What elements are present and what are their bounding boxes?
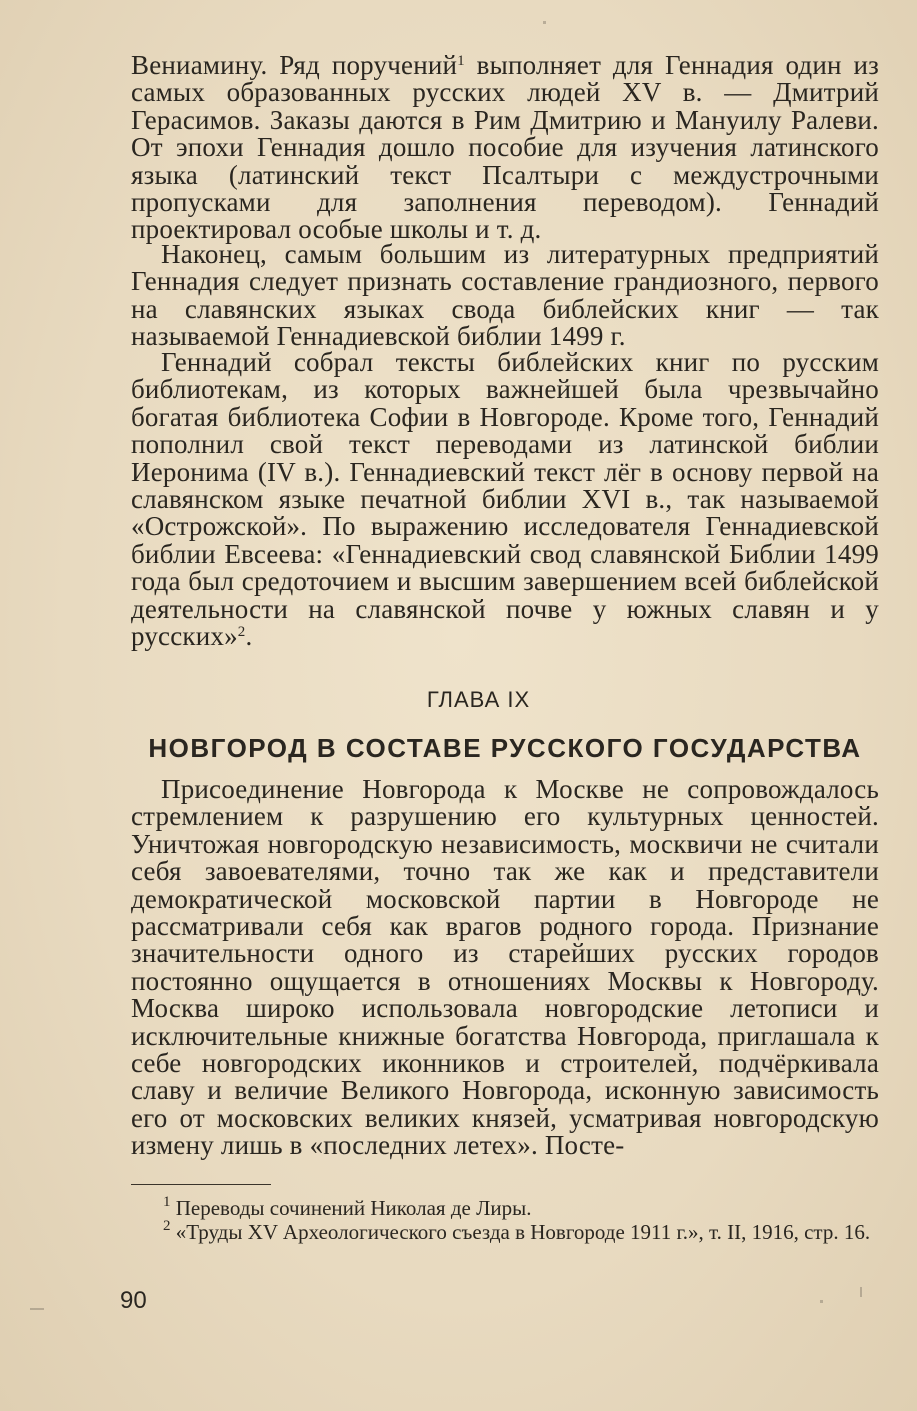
- paper-speck: [820, 1300, 823, 1303]
- footnote-text: «Труды XV Археологического съезда в Новгороде 1911 г.», т. II, 1916, стр. 16.: [170, 1220, 871, 1244]
- paragraph-text: выполняет для Геннадия один из самых образованных русских людей XV в. — Дмитрий Герасимов. Заказы даются в Рим Дмитрию и Мануилу Ралеви. От эпохи Геннадия дошло пособие для изучения латинского языка (латинский текст Псалтыри с междустрочными пропусками для заполнения переводом). Геннадий проектировал особые школы и т. д.: [131, 50, 879, 245]
- paragraph-text: Вениамину. Ряд поручений: [131, 50, 458, 80]
- paragraph-text: Геннадий собрал тексты библейских книг по русским библиотекам, из которых важнейшей была чрезвычайно богатая библиотека Софии в Новгороде. Кроме того, Геннадий пополнил свой текст переводами из латинской библии Иеронима (IV в.). Геннадиевский текст лёг в основу первой на славянском языке печатной библии XVI в., так называемой «Острожской». По выражению исследователя Геннадиевской библии Евсеева: «Геннадиевский свод славянской Библии 1499 года был средоточием и высшим завершением всей библейской деятельности на славянской почве у южных славян и у русских»: [131, 347, 879, 652]
- footnote-text: Переводы сочинений Николая де Лиры.: [170, 1196, 532, 1220]
- footnote-2: [131, 1218, 879, 1244]
- paragraph: [131, 776, 879, 1160]
- footnote-divider: [131, 1184, 271, 1185]
- paragraph-end: .: [245, 621, 253, 652]
- paper-speck: [860, 1287, 862, 1297]
- paragraph-text: Наконец, самым большим из литературных предприятий Геннадия следует признать составление грандиозного, первого на славянских языках свода библейских книг — так называемой Геннадиевской библии 1499 г.: [131, 239, 879, 352]
- chapter-title: НОВГОРОД В СОСТАВЕ РУССКОГО ГОСУДАРСТВА: [148, 733, 862, 763]
- footnote-ref-1: 1: [457, 53, 465, 69]
- paragraph: [131, 349, 879, 650]
- footnote-1: [131, 1194, 879, 1220]
- footnote-mark: 1: [163, 1194, 171, 1210]
- chapter-number: ГЛАВА IX: [426, 687, 531, 712]
- paper-speck: [543, 21, 546, 24]
- footnote-mark: 2: [163, 1218, 171, 1234]
- paragraph-continuation: [131, 52, 879, 244]
- paper-speck: [30, 1308, 44, 1310]
- footnote-ref-2: 2: [237, 624, 246, 641]
- paragraph-text: Присоединение Новгорода к Москве не сопровождалось стремлением к разрушению его культурных ценностей. Уничтожая новгородскую независимость, москвичи не считали себя завоевателями, точно так же как и представители демократической московской партии в Новгороде не рассматривали себя как врагов родного города. Признание значительности одного из старейших русских городов постоянно ощущается в отношениях Москвы к Новгороду. Москва широко использовала новгородские летописи и исключительные книжные богатства Новгорода, приглашала к себе новгородских иконников и строителей, подчёркивала славу и величие Великого Новгорода, исконную зависимость его от московских великих князей, усматривая новгородскую измену лишь в «последних летех». Посте-: [131, 774, 879, 1161]
- page-number: 90: [120, 1287, 147, 1314]
- paragraph: [131, 241, 879, 351]
